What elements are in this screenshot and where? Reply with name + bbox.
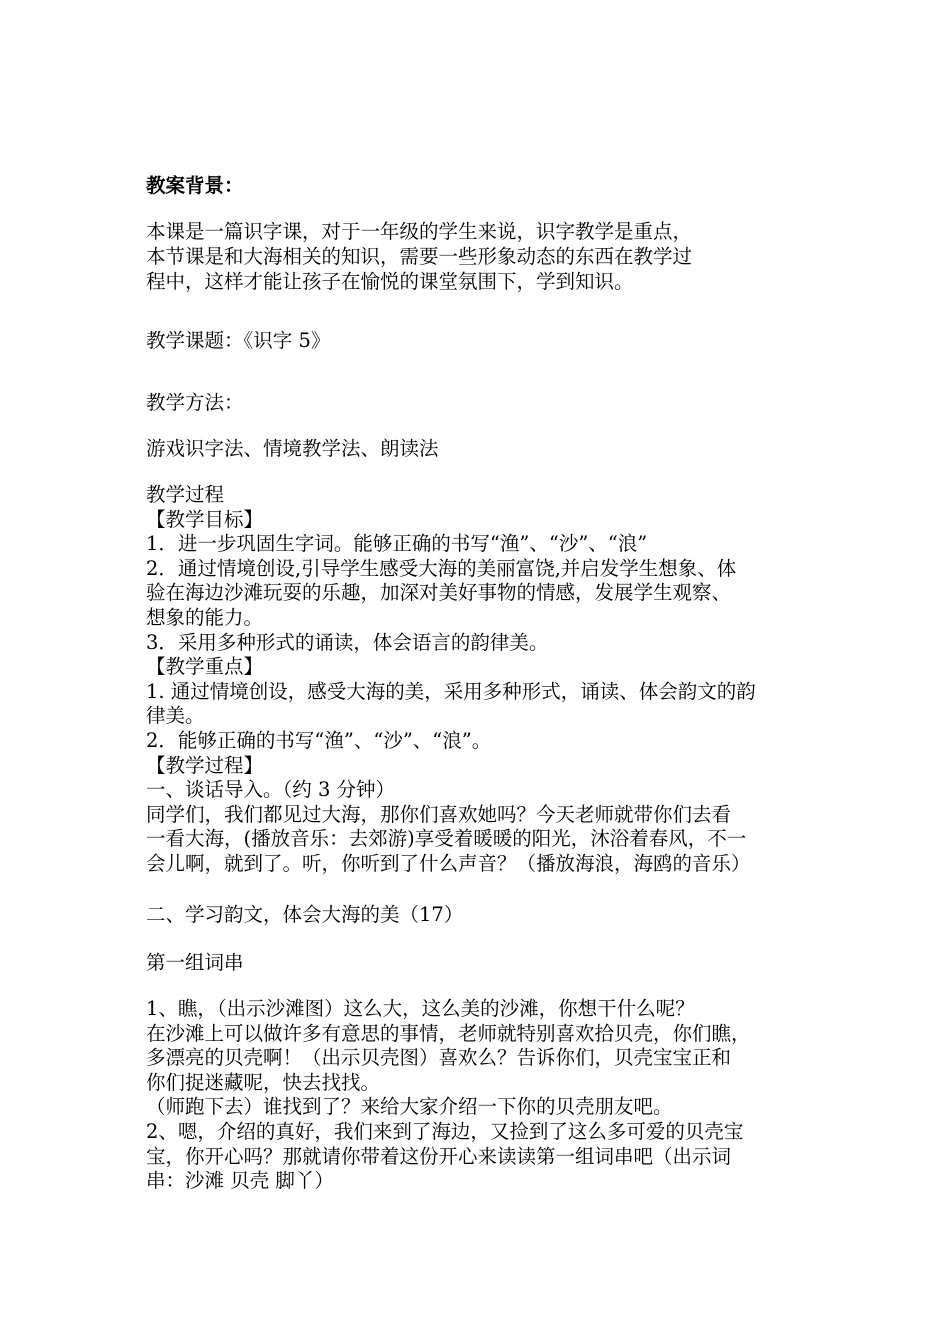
- background-line: 程中，这样才能让孩子在愉悦的课堂氛围下，学到知识。: [146, 270, 634, 293]
- background-line: 本课是一篇识字课，对于一年级的学生来说，识字教学是重点，: [146, 220, 693, 243]
- final-line: 你们捉迷藏呢，快去找找。: [146, 1070, 381, 1094]
- process-line: 律美。: [146, 704, 205, 728]
- process-line: 一看大海，(播放音乐：去郊游)享受着暖暖的阳光，沐浴着春风，不一: [146, 827, 747, 851]
- process-line: 3．采用多种形式的诵读，体会语言的韵律美。: [146, 630, 549, 654]
- process-section: [146, 483, 816, 877]
- process-line: 想象的能力。: [146, 605, 264, 629]
- final-line: 在沙滩上可以做许多有意思的事情，老师就特别喜欢拾贝壳，你们瞧，: [146, 1021, 751, 1045]
- group-one-heading: 第一组词串: [146, 951, 244, 974]
- process-line: 【教学目标】: [146, 507, 264, 531]
- final-line: （师跑下去）谁找到了？来给大家介绍一下你的贝壳朋友吧。: [146, 1095, 673, 1119]
- method-heading: 教学方法：: [146, 391, 244, 414]
- process-line: 一、谈话导入。（约 3 分钟）: [146, 778, 396, 802]
- process-line: 【教学过程】: [146, 753, 264, 777]
- background-line: 本节课是和大海相关的知识，需要一些形象动态的东西在教学过: [146, 245, 693, 268]
- final-line: 1、瞧，（出示沙滩图）这么大，这么美的沙滩，你想干什么呢？: [146, 997, 695, 1020]
- final-line: 宝，你开心吗？那就请你带着这份开心来读读第一组词串吧（出示词: [146, 1144, 732, 1168]
- section-two-heading: 二、学习韵文，体会大海的美（17）: [146, 903, 464, 926]
- final-line: 串：沙滩 贝壳 脚丫）: [146, 1169, 334, 1193]
- process-line: 1. 通过情境创设，感受大海的美，采用多种形式，诵读、体会韵文的韵: [146, 679, 756, 703]
- process-line: 2．通过情境创设,引导学生感受大海的美丽富饶,并启发学生想象、体: [146, 556, 737, 580]
- method-text: 游戏识字法、情境教学法、朗读法: [146, 437, 439, 460]
- process-line: 同学们，我们都见过大海，那你们喜欢她吗？今天老师就带你们去看: [146, 802, 732, 826]
- background-heading: 教案背景：: [146, 174, 244, 197]
- lesson-title: 教学课题：《识字 5》: [146, 329, 331, 352]
- group-one-section: [146, 997, 816, 1194]
- process-line: 1．进一步巩固生字词。能够正确的书写“渔”、“沙”、“浪”: [146, 532, 648, 556]
- final-line: 多漂亮的贝壳啊！（出示贝壳图）喜欢么？告诉你们，贝壳宝宝正和: [146, 1046, 732, 1070]
- process-line: 验在海边沙滩玩耍的乐趣，加深对美好事物的情感，发展学生观察、: [146, 581, 732, 605]
- process-line: 会儿啊，就到了。听，你听到了什么声音？（播放海浪，海鸥的音乐）: [146, 851, 751, 875]
- final-line: 2、嗯，介绍的真好，我们来到了海边，又捡到了这么多可爱的贝壳宝: [146, 1119, 744, 1143]
- background-paragraph: [146, 219, 816, 294]
- process-line: 教学过程: [146, 483, 225, 506]
- process-line: 2．能够正确的书写“渔”、“沙”、“浪”。: [146, 728, 492, 752]
- document-page: [146, 0, 816, 1344]
- process-line: 【教学重点】: [146, 655, 264, 679]
